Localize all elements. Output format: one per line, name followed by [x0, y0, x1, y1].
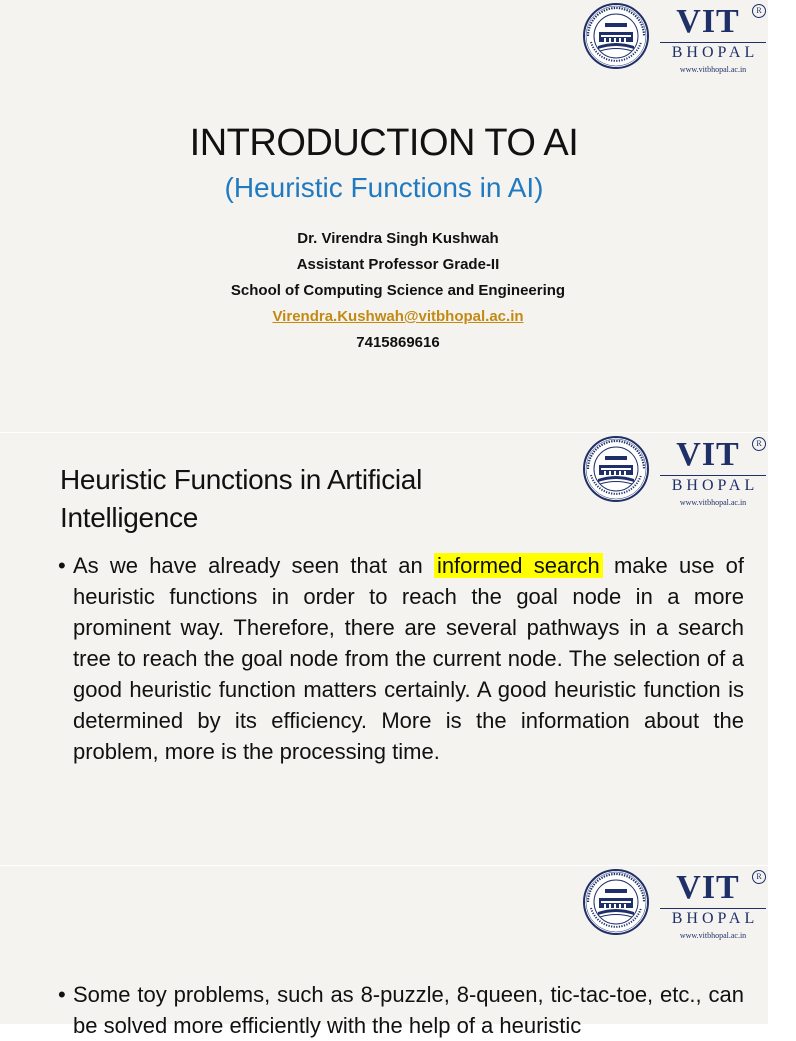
brand-city: BHOPAL	[671, 477, 759, 494]
registered-mark-icon: R	[752, 4, 766, 18]
brand-divider	[660, 908, 766, 909]
brand-divider	[660, 42, 766, 43]
brand-name: VIT	[676, 3, 740, 40]
university-seal-icon	[582, 2, 650, 70]
author-school: School of Computing Science and Engineering	[230, 282, 566, 299]
brand-city: BHOPAL	[671, 910, 759, 927]
brand-divider	[660, 475, 766, 476]
vit-bhopal-wordmark	[660, 2, 768, 76]
bullet-text-rest: make use of heuristic functions in order to reach the goal node in a more prominent way. Therefore, there are several pathways in a search tree to reach the goal node from the current node. The selection of a good heuristic function matters certainly. A good heuristic function is determined by its efficiency. More is the information about the problem, more is the processing time.	[73, 553, 744, 764]
vit-bhopal-logo	[580, 2, 768, 76]
brand-url: www.vitbhopal.ac.in	[679, 65, 747, 74]
author-role: Assistant Professor Grade-II	[296, 256, 500, 273]
author-email-link[interactable]: Virendra.Kushwah@vitbhopal.ac.in	[272, 308, 524, 325]
slide-heading-line-2: Intelligence	[60, 502, 199, 533]
author-name: Dr. Virendra Singh Kushwah	[297, 230, 499, 247]
slide-title-heading: INTRODUCTION TO AI	[189, 122, 579, 164]
bullet-text: Some toy problems, such as 8-puzzle, 8-queen, tic-tac-toe, etc., can be solved more efficiently with the help of a heuristic	[73, 982, 744, 1038]
slide-toy-problems	[0, 866, 768, 1038]
brand-name: VIT	[676, 869, 740, 906]
bullet-icon: •	[58, 982, 66, 1007]
slide-subtitle: (Heuristic Functions in AI)	[224, 172, 544, 203]
university-seal-icon	[582, 868, 650, 936]
highlighted-term: informed search	[434, 553, 603, 578]
author-email-row	[0, 304, 796, 330]
brand-city: BHOPAL	[671, 44, 759, 61]
bullet-text-start: As we have already seen that an	[73, 553, 434, 578]
brand-name: VIT	[676, 436, 740, 473]
vit-bhopal-wordmark	[660, 868, 768, 942]
brand-url: www.vitbhopal.ac.in	[679, 498, 747, 507]
author-phone: 7415869616	[356, 334, 440, 351]
vit-bhopal-logo	[580, 435, 768, 509]
slide-heading-line-1: Heuristic Functions in Artificial	[60, 464, 423, 495]
slide-heading	[60, 461, 560, 537]
bullet-item	[58, 550, 744, 767]
vit-bhopal-logo	[580, 868, 768, 942]
slide-title	[0, 0, 768, 432]
brand-url: www.vitbhopal.ac.in	[679, 931, 747, 940]
vit-bhopal-wordmark	[660, 435, 768, 509]
bullet-item	[58, 979, 744, 1041]
registered-mark-icon: R	[752, 870, 766, 884]
bullet-text	[73, 550, 744, 767]
slide-heuristic-functions	[0, 433, 768, 865]
author-info	[0, 226, 796, 356]
university-seal-icon	[582, 435, 650, 503]
bullet-icon: •	[58, 553, 66, 578]
registered-mark-icon: R	[752, 437, 766, 451]
